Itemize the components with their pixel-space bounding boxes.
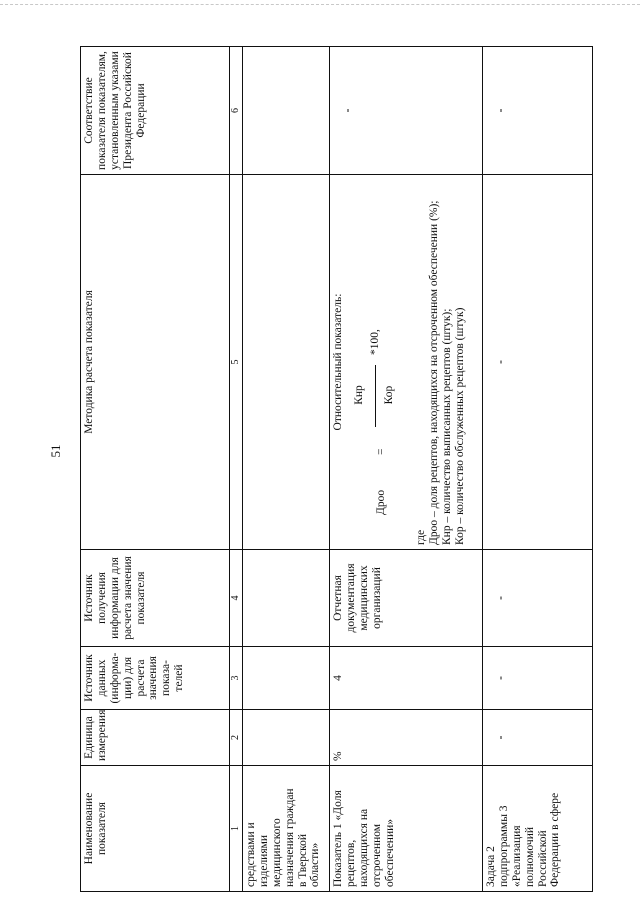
formula-denominator: Кор	[382, 385, 395, 405]
table-row	[243, 47, 330, 892]
dash: -	[495, 676, 507, 680]
indicator-name-line: Показатель 1 «Доля	[332, 790, 344, 887]
header-compliance: Соответствие показателя показателям, установленным указами Президента Российской Федерации	[81, 47, 230, 175]
method-cell	[243, 175, 330, 550]
scan-artifact-line	[0, 4, 640, 6]
table-row	[483, 47, 593, 892]
indicator-name-line: изделиями	[257, 834, 270, 887]
unit-cell: %	[330, 710, 483, 766]
dash: -	[342, 108, 354, 113]
column-number: 5	[230, 175, 243, 550]
indicator-name-cell	[483, 766, 593, 892]
formula-lhs: Дроо	[374, 489, 387, 515]
unit-cell	[243, 710, 330, 766]
compliance-cell	[330, 47, 483, 175]
indicators-table	[80, 46, 593, 892]
indicator-name-line: области»	[309, 842, 322, 887]
header-indicator-name: Наименование показателя	[81, 766, 230, 892]
indicator-name-line: отсроченном	[370, 823, 383, 887]
method-where: где	[414, 529, 427, 545]
formula-numerator: Кнр	[352, 385, 365, 405]
compliance-cell	[243, 47, 330, 175]
data-source-cell: 4	[330, 647, 483, 710]
indicator-name-line: средствами и	[245, 822, 257, 887]
column-number: 1	[230, 766, 243, 892]
dash: -	[495, 596, 507, 600]
dash: -	[495, 360, 507, 364]
method-definition: Кор – количество обслуженных рецептов (штук)	[453, 307, 466, 545]
column-number: 2	[230, 710, 243, 766]
indicator-name-line: полномочий	[523, 827, 536, 887]
method-cell	[483, 175, 593, 550]
indicator-name-line: Федерации в сфере	[549, 792, 562, 887]
table-row	[330, 47, 483, 892]
formula	[349, 179, 413, 545]
indicator-name-line: рецептов,	[344, 839, 357, 887]
info-source-cell	[243, 550, 330, 647]
method-cell	[330, 175, 483, 550]
data-source-cell	[483, 647, 593, 710]
indicator-name-line: находящихся на	[357, 808, 370, 887]
indicator-name-line: подпрограммы 3	[497, 805, 510, 887]
formula-equals: =	[374, 448, 387, 455]
data-source-cell	[243, 647, 330, 710]
header-method: Методика расчета показателя	[81, 175, 230, 550]
header-info-source: Источник получения информации для расчета значения показателя	[81, 550, 230, 647]
info-source-cell: Отчетная документация медицинских организаций	[330, 550, 483, 647]
method-definition: Кнр – количество выписанных рецептов (штук);	[440, 308, 453, 545]
column-numbers-row	[230, 47, 243, 892]
indicator-name-line: обеспечении»	[383, 818, 396, 887]
column-number: 3	[230, 647, 243, 710]
indicator-name-line: «Реализация	[510, 825, 523, 887]
column-number: 6	[230, 47, 243, 175]
indicator-name-line: в Тверской	[296, 834, 309, 887]
dash: -	[495, 735, 507, 740]
column-number: 4	[230, 550, 243, 647]
page-number: 51	[48, 444, 63, 458]
fraction-bar	[375, 365, 376, 427]
header-data-source: Источник данных (информа-ции) для расчета значения показа-телей	[81, 647, 230, 710]
indicator-name-line: медицинского	[270, 818, 283, 887]
formula-multiplier: *100,	[368, 329, 381, 355]
table-header-row	[81, 47, 230, 892]
indicator-name-cell	[243, 766, 330, 892]
compliance-cell	[483, 47, 593, 175]
unit-cell	[483, 710, 593, 766]
method-definition: Дроо – доля рецептов, находящихся на отсроченном обеспечении (%);	[427, 200, 440, 545]
rotated-table-container	[80, 47, 580, 892]
info-source-cell	[483, 550, 593, 647]
indicator-name-cell	[330, 766, 483, 892]
indicator-name-line: назначения граждан	[283, 788, 296, 887]
indicator-name-line: Задача 2	[485, 846, 497, 887]
dash: -	[495, 108, 507, 113]
indicator-name-line: Российской	[536, 830, 549, 887]
method-intro: Относительный показатель:	[332, 293, 344, 431]
header-unit: Единица измерения	[81, 710, 230, 766]
